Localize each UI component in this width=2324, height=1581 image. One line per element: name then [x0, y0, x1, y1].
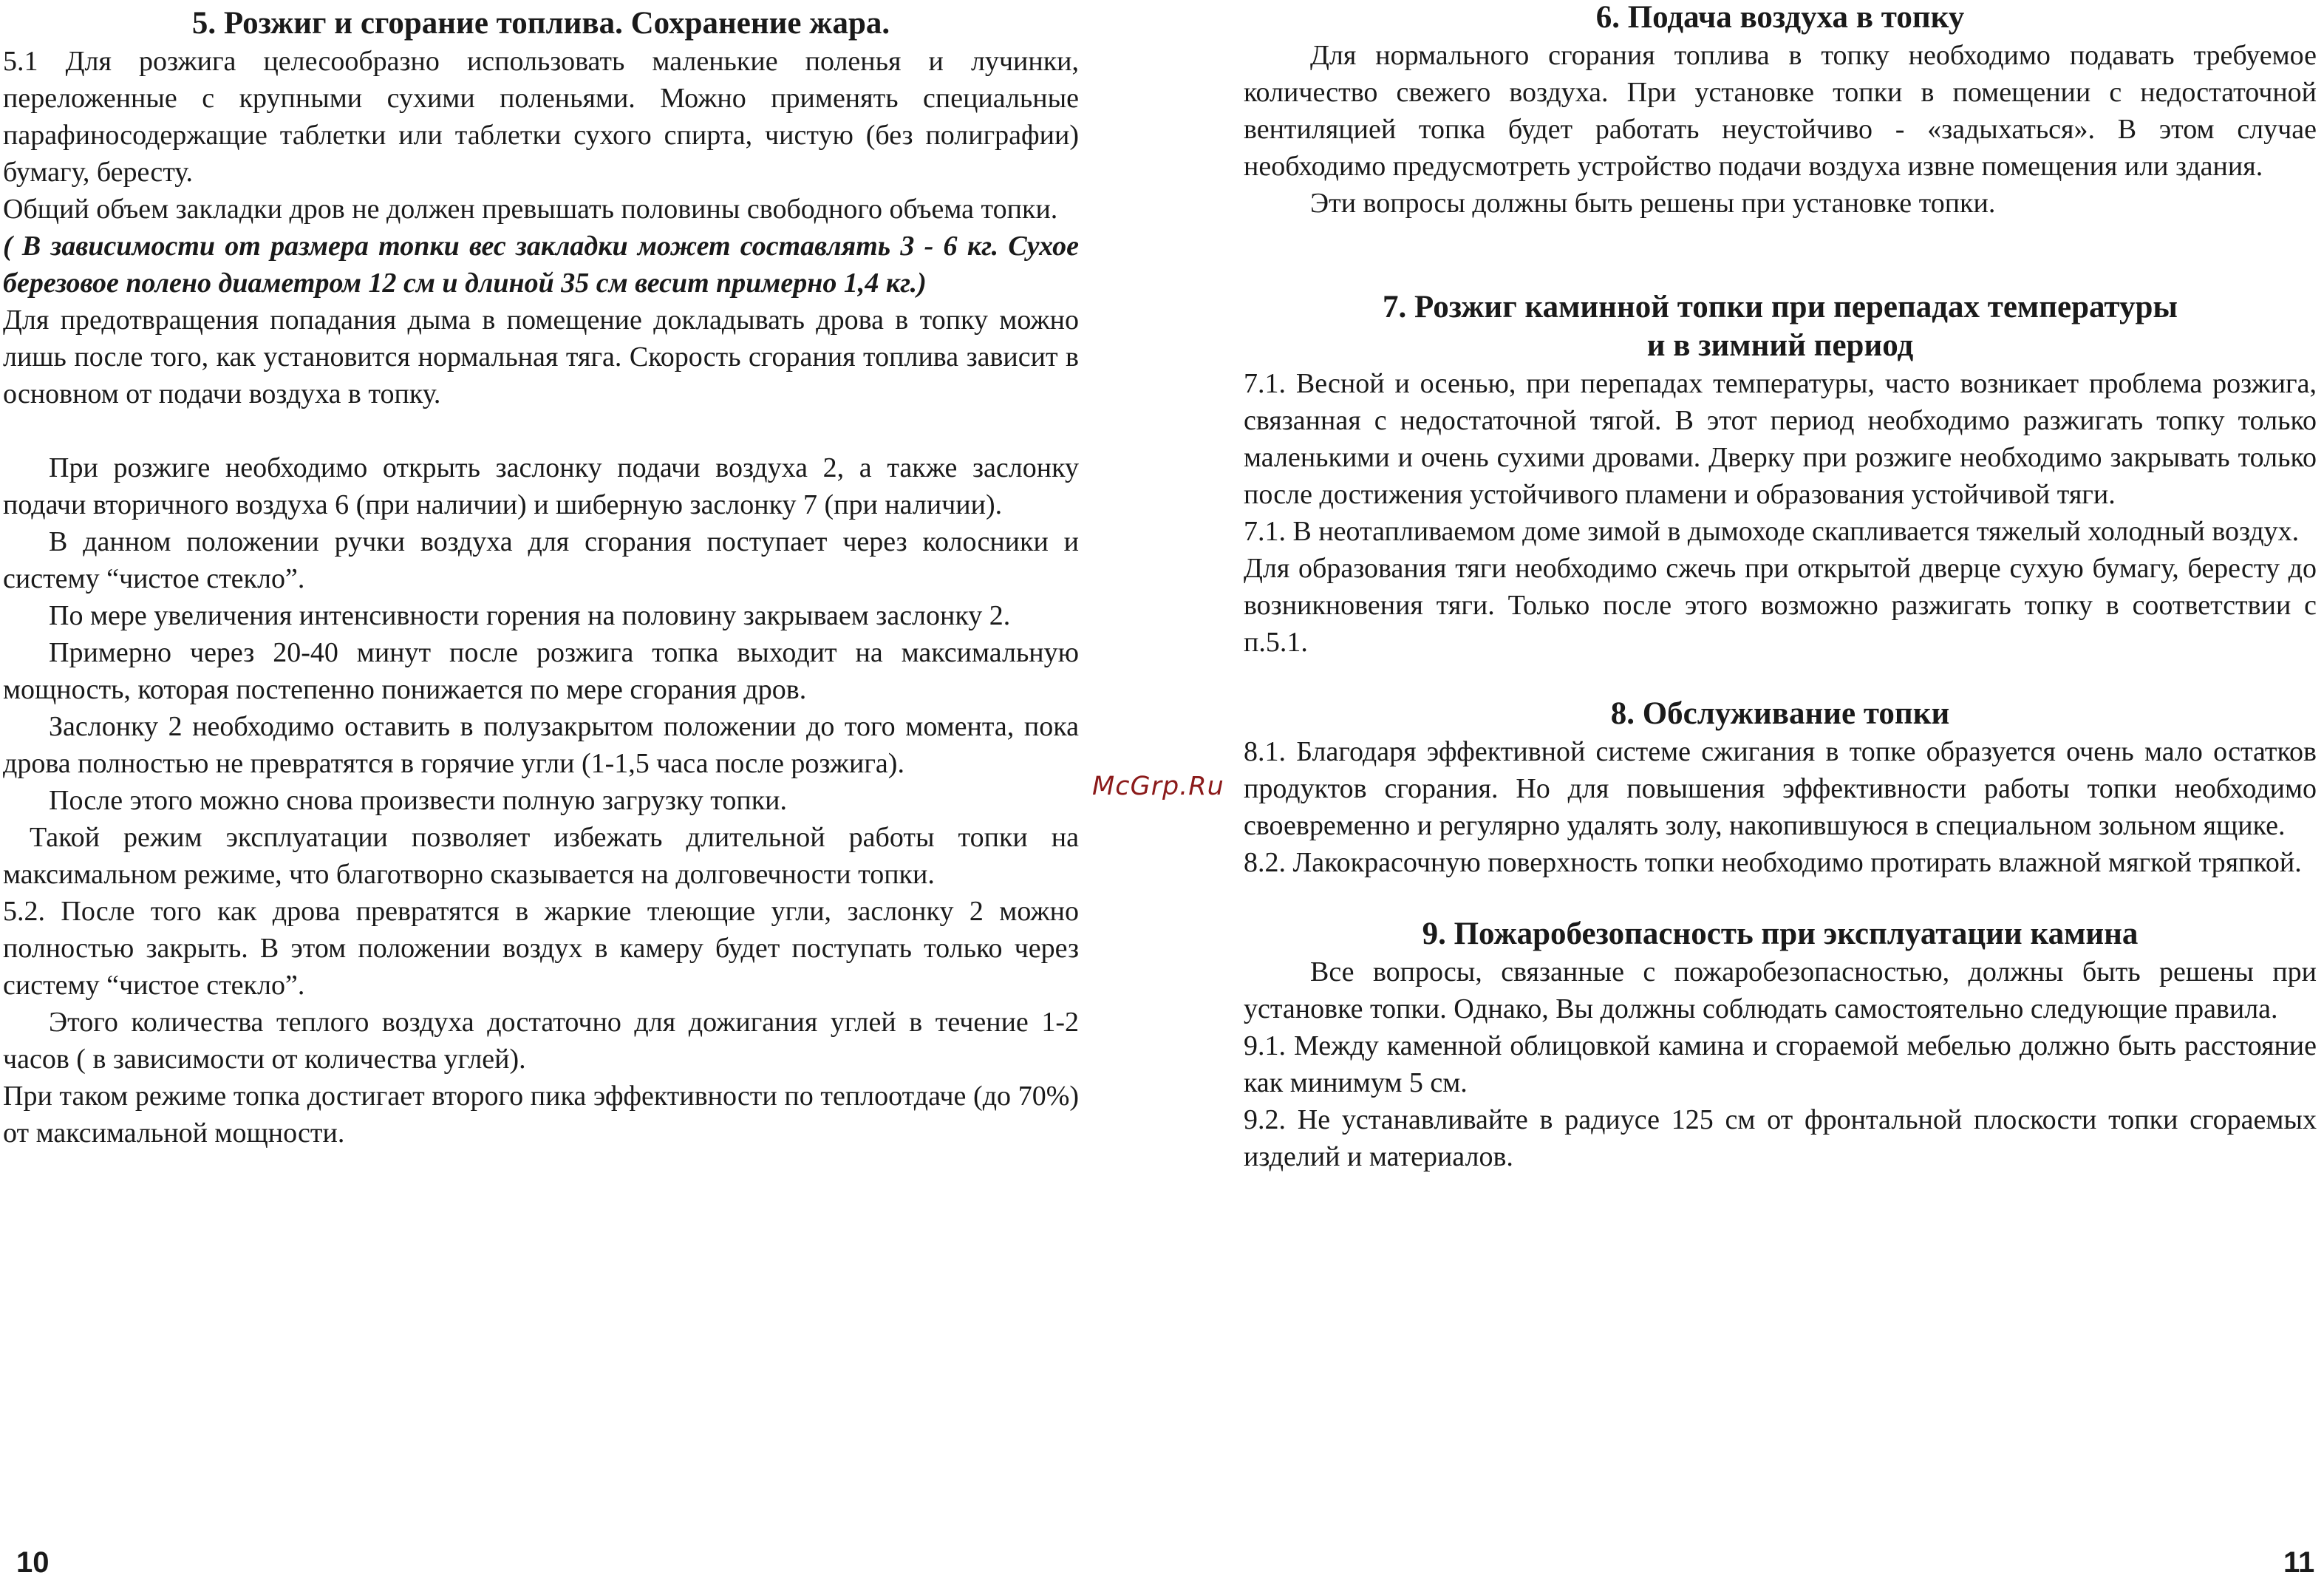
paragraph-7-1-winter: 7.1. В неотапливаемом доме зимой в дымоходе скапливается тяжелый холодный воздух. [1244, 516, 2300, 547]
paragraph-ignition-dampers: При розжиге необходимо открыть заслонку подачи воздуха 2, а также заслонку подачи вторичного воздуха 6 (при наличии) и шиберную заслонку 7 (при наличии). [3, 452, 1079, 520]
paragraph-load-weight-note: ( В зависимости от размера топки вес закладки может составлять 3 - 6 кг. Сухое березовое полено диаметром 12 см и длиной 35 см весит примерно 1,4 кг.) [3, 231, 1079, 299]
section-5-heading: 5. Розжиг и сгорание топлива. Сохранение жара. [191, 6, 890, 41]
paragraph-fire-safety-intro: Все вопросы, связанные с пожаробезопасностью, должны быть решены при установке топки. Однако, Вы должны соблюдать самостоятельно следующие правила. [1244, 956, 2317, 1024]
paragraph-5-1: 5.1 Для розжига целесообразно использовать маленькие поленья и лучинки, переложенные с крупными сухими поленьями. Можно применять специальные парафиносодержащие таблетки или таблетки сухого спирта, чистую (без полиграфии) бумагу, бересту. [3, 46, 1079, 188]
paragraph-7-1-spring-autumn: 7.1. Весной и осенью, при перепадах температуры, часто возникает проблема розжига, связанная с недостаточной тягой. В этот период необходимо разжигать топку только маленькими и очень сухими дровами. Дверку при розжиге необходимо закрывать только после достижения устойчивого пламени и образования устойчивой тяги. [1244, 368, 2317, 510]
section-7-heading-line-1: 7. Розжиг каминной топки при перепадах температуры [1383, 290, 2178, 324]
spacer [1244, 881, 2317, 915]
paragraph-operation-mode: Такой режим эксплуатации позволяет избежать длительной работы топки на максимальном режиме, что благотворно сказывается на долговечности топки. [3, 822, 1079, 890]
section-9-heading: 9. Пожаробезопасность при эксплуатации камина [1422, 917, 2139, 951]
spacer [3, 412, 1079, 449]
paragraph-second-peak: При таком режиме топка достигает второго пика эффективности по теплоотдаче (до 70%) от максимальной мощности. [3, 1081, 1079, 1149]
page-number-left: 10 [16, 1546, 50, 1579]
paragraph-8-1: 8.1. Благодаря эффективной системе сжигания в топке образуется очень мало остатков продуктов сгорания. Но для повышения эффективности работы топки необходимо своевременно и регулярно удалять золу, накопившуюся в специальном зольном ящике. [1244, 736, 2317, 841]
section-8-heading: 8. Обслуживание топки [1610, 696, 1950, 731]
paragraph-draft-formation: Для образования тяги необходимо сжечь при открытой дверце сухую бумагу, бересту до возникновения тяги. Только после этого возможно разжигать топку в соответствии с п.5.1. [1244, 553, 2317, 658]
paragraph-air-supply: Для нормального сгорания топлива в топку необходимо подавать требуемое количество свежего воздуха. При установке топки в помещении с недостаточной вентиляцией топка будет работать неустойчиво - «задыхаться». В этом случае необходимо предусмотреть устройство подачи воздуха извне помещения или здания. [1244, 40, 2317, 182]
paragraph-half-close: По мере увеличения интенсивности горения на половину закрываем заслонку 2. [49, 600, 1011, 631]
paragraph-air-flow: В данном положении ручки воздуха для сгорания поступает через колосники и систему “чистое стекло”. [3, 526, 1079, 594]
section-7-heading-line-2: и в зимний период [1646, 328, 1914, 363]
spacer [1244, 661, 2317, 695]
paragraph-5-2: 5.2. После того как дрова превратятся в жаркие тлеющие угли, заслонку 2 можно полностью закрыть. В этом положении воздух в камеру будет поступать только через систему “чистое стекло”. [3, 896, 1079, 1001]
paragraph-installation-note: Эти вопросы должны быть решены при установке топки. [1310, 188, 1996, 219]
paragraph-warm-air: Этого количества теплого воздуха достаточно для дожигания углей в течение 1-2 часов ( в зависимости от количества углей). [3, 1007, 1079, 1075]
page-number-right: 11 [2283, 1546, 2315, 1579]
paragraph-8-2: 8.2. Лакокрасочную поверхность топки необходимо протирать влажной мягкой тряпкой. [1244, 847, 2302, 878]
left-page [3, 0, 1079, 1152]
paragraph-full-load: После этого можно снова произвести полную загрузку топки. [49, 785, 788, 816]
right-page [1244, 0, 2317, 1175]
section-6-heading: 6. Подача воздуха в топку [1595, 0, 1965, 35]
paragraph-smoke-prevention: Для предотвращения попадания дыма в помещение докладывать дрова в топку можно лишь после того, как установится нормальная тяга. Скорость сгорания топлива зависит в основном от подачи воздуха в топку. [3, 305, 1079, 409]
paragraph-9-2: 9.2. Не устанавливайте в радиусе 125 см от фронтальной плоскости топки сгораемых изделий и материалов. [1244, 1104, 2317, 1172]
paragraph-load-volume: Общий объем закладки дров не должен превышать половины свободного объема топки. [3, 194, 1058, 225]
paragraph-9-1: 9.1. Между каменной облицовкой камина и сгораемой мебелью должно быть расстояние как минимум 5 см. [1244, 1030, 2317, 1098]
spacer [1244, 222, 2317, 288]
paragraph-half-closed-position: Заслонку 2 необходимо оставить в полузакрытом положении до того момента, пока дрова полностью не превратятся в горячие угли (1-1,5 часа после розжига). [3, 711, 1079, 779]
watermark: McGrp.Ru [1092, 772, 1224, 801]
paragraph-max-power: Примерно через 20-40 минут после розжига топка выходит на максимальную мощность, которая постепенно понижается по мере сгорания дров. [3, 637, 1079, 705]
